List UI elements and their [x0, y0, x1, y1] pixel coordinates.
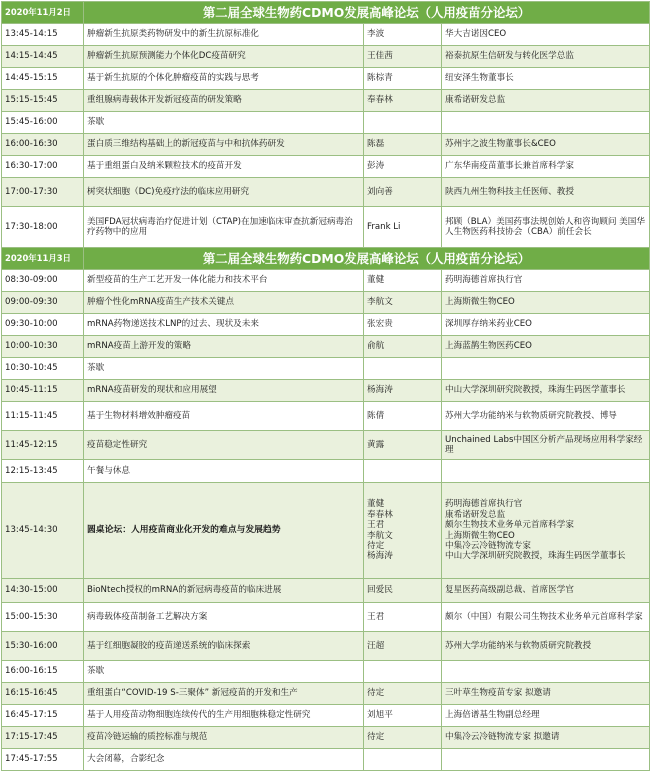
time-cell: 09:00-09:30: [2, 292, 84, 314]
time-cell: 11:15-11:45: [2, 402, 84, 431]
forum-title: 第二届全球生物药CDMO发展高峰论坛（人用疫苗分论坛）: [84, 2, 650, 24]
time-cell: 16:00-16:15: [2, 661, 84, 683]
topic-cell: 基于新生抗原的个体化肿瘤疫苗的实践与思考: [84, 68, 364, 90]
day-header-row: [2, 248, 650, 270]
time-cell: 17:15-17:45: [2, 727, 84, 749]
time-cell: 17:30-18:00: [2, 207, 84, 248]
speaker-cell: 董健: [364, 270, 442, 292]
schedule-row: [2, 380, 650, 402]
time-cell: 14:15-14:45: [2, 46, 84, 68]
topic-cell: 美国FDA冠状病毒治疗促进计划（CTAP)在加速临床审查抗新冠病毒治疗药物中的应用: [84, 207, 364, 248]
speaker-cell: 杨海涛: [364, 380, 442, 402]
time-cell: 15:15-15:45: [2, 90, 84, 112]
time-cell: 15:00-15:30: [2, 603, 84, 632]
schedule-row: [2, 24, 650, 46]
speaker-cell: [364, 358, 442, 380]
time-cell: 13:45-14:15: [2, 24, 84, 46]
affiliation-cell: 苏州大学功能纳米与软物质研究院教授、博导: [442, 402, 650, 431]
topic-cell: 大会闭幕，合影纪念: [84, 749, 364, 771]
affiliation-cell: 上海倍谱基生物副总经理: [442, 705, 650, 727]
topic-cell: 病毒载体疫苗制备工艺解决方案: [84, 603, 364, 632]
topic-cell: 基于红细胞凝胶的疫苗递送系统的临床探索: [84, 632, 364, 661]
speaker-cell: 陈棕青: [364, 68, 442, 90]
affiliation-cell: 中山大学深圳研究院教授，珠海生码医学董事长: [442, 380, 650, 402]
speaker-cell: 刘向善: [364, 178, 442, 207]
topic-cell: 肿瘤新生抗原预测能力个体化DC疫苗研究: [84, 46, 364, 68]
topic-cell: 树突状细胞（DC)免疫疗法的临床应用研究: [84, 178, 364, 207]
affiliation-cell: 邦顾（BLA）美国药事法规创始人和咨询顾问 美国华人生物医药科技协会（CBA）前任会长: [442, 207, 650, 248]
time-cell: 17:00-17:30: [2, 178, 84, 207]
topic-cell: BioNtech授权的mRNA的新冠病毒疫苗的临床进展: [84, 579, 364, 603]
topic-cell: 肿瘤个性化mRNA疫苗生产技术关键点: [84, 292, 364, 314]
affiliation-cell: 苏州大学功能纳米与软物质研究院教授: [442, 632, 650, 661]
topic-cell: mRNA药物递送技术LNP的过去、现状及未来: [84, 314, 364, 336]
schedule-row: [2, 431, 650, 460]
speaker-cell: 刘旭平: [364, 705, 442, 727]
topic-cell: 疫苗冷链运输的质控标准与规范: [84, 727, 364, 749]
topic-cell: 茶歇: [84, 112, 364, 134]
schedule-row: [2, 90, 650, 112]
topic-cell: 疫苗稳定性研究: [84, 431, 364, 460]
time-cell: 11:45-12:15: [2, 431, 84, 460]
panel-affiliation: 中山大学深圳研究院教授，珠海生码医学董事长: [445, 551, 626, 562]
affiliation-cell: [442, 358, 650, 380]
speaker-cell: 李航文: [364, 292, 442, 314]
affiliation-cell: 复星医药高级副总裁、首席医学官: [442, 579, 650, 603]
topic-cell: 重组蛋白“COVID-19 S-三聚体” 新冠疫苗的开发和生产: [84, 683, 364, 705]
date-cell: 2020年11月3日: [2, 248, 84, 270]
time-cell: 15:30-16:00: [2, 632, 84, 661]
time-cell: 17:45-17:55: [2, 749, 84, 771]
time-cell: 09:30-10:00: [2, 314, 84, 336]
schedule-row: [2, 358, 650, 380]
affiliation-cell: 华大吉诺因CEO: [442, 24, 650, 46]
panel-speaker: 杨海涛: [367, 551, 393, 562]
schedule-row: [2, 661, 650, 683]
schedule-row: [2, 579, 650, 603]
schedule-row: [2, 270, 650, 292]
affiliation-cell: [442, 112, 650, 134]
affiliation-cell: [442, 661, 650, 683]
schedule-row: [2, 46, 650, 68]
affiliation-cell: 三叶草生物疫苗专家 拟邀请: [442, 683, 650, 705]
affiliation-cell: 陕西九州生物科技主任医师、教授: [442, 178, 650, 207]
forum-title: 第二届全球生物药CDMO发展高峰论坛（人用疫苗分论坛）: [84, 248, 650, 270]
speaker-cell: 王君: [364, 603, 442, 632]
time-cell: 16:00-16:30: [2, 134, 84, 156]
affiliation-cell: 苏州宇之波生物董事长&CEO: [442, 134, 650, 156]
topic-cell: 基于人用疫苗动物细胞连续传代的生产用细胞株稳定性研究: [84, 705, 364, 727]
schedule-row: [2, 460, 650, 483]
schedule-row: [2, 178, 650, 207]
time-cell: 10:45-11:15: [2, 380, 84, 402]
topic-cell: 肿瘤新生抗原类药物研发中的新生抗原标准化: [84, 24, 364, 46]
schedule-row: [2, 402, 650, 431]
time-cell: 12:15-13:45: [2, 460, 84, 483]
time-cell: 16:15-16:45: [2, 683, 84, 705]
schedule-row: [2, 632, 650, 661]
speaker-cell: 李波: [364, 24, 442, 46]
affiliation-cell: 中集冷云冷链物流专家 拟邀请: [442, 727, 650, 749]
schedule-row: [2, 683, 650, 705]
time-cell: 16:30-17:00: [2, 156, 84, 178]
schedule-row: [2, 603, 650, 632]
schedule-row: [2, 207, 650, 248]
schedule-row: [2, 749, 650, 771]
affiliation-cell: 深圳厚存纳米药业CEO: [442, 314, 650, 336]
schedule-row: [2, 727, 650, 749]
panel-affiliations-cell: [442, 483, 650, 579]
time-cell: 10:30-10:45: [2, 358, 84, 380]
schedule-table: [1, 1, 650, 771]
affiliation-cell: 纽安泽生物董事长: [442, 68, 650, 90]
affiliation-cell: [442, 749, 650, 771]
panel-speakers-cell: [364, 483, 442, 579]
schedule-row: [2, 336, 650, 358]
speaker-cell: Frank Li: [364, 207, 442, 248]
speaker-cell: 陈磊: [364, 134, 442, 156]
panel-topic-cell: 圆桌论坛：人用疫苗商业化开发的难点与发展趋势: [84, 483, 364, 579]
panel-speaker: 王君: [367, 520, 385, 531]
affiliation-cell: 上海斯微生物CEO: [442, 292, 650, 314]
day-header-row: [2, 2, 650, 24]
affiliation-cell: Unchained Labs中国区分析产品现场应用科学家经理: [442, 431, 650, 460]
affiliation-cell: 药明海德首席执行官: [442, 270, 650, 292]
topic-cell: 茶歇: [84, 661, 364, 683]
speaker-cell: [364, 112, 442, 134]
speaker-cell: 汪超: [364, 632, 442, 661]
speaker-cell: 回爱民: [364, 579, 442, 603]
speaker-cell: 彭涛: [364, 156, 442, 178]
schedule-row: [2, 156, 650, 178]
affiliation-cell: 广东华南疫苗董事长兼首席科学家: [442, 156, 650, 178]
affiliation-cell: 裕泰抗原生信研发与转化医学总监: [442, 46, 650, 68]
panel-affiliation: 上海斯微生物CEO: [445, 530, 515, 541]
speaker-cell: 待定: [364, 683, 442, 705]
topic-cell: 重组腺病毒载体开发新冠疫苗的研发策略: [84, 90, 364, 112]
panel-affiliation: 康希诺研发总监: [445, 509, 506, 520]
time-cell: 13:45-14:30: [2, 483, 84, 579]
speaker-cell: 陈倩: [364, 402, 442, 431]
topic-cell: 基于生物材料增效肿瘤疫苗: [84, 402, 364, 431]
speaker-cell: [364, 661, 442, 683]
schedule-row: [2, 68, 650, 90]
affiliation-cell: 上海蓝鹊生物医药CEO: [442, 336, 650, 358]
speaker-cell: [364, 749, 442, 771]
schedule-row: [2, 292, 650, 314]
panel-row: [2, 483, 650, 579]
time-cell: 15:45-16:00: [2, 112, 84, 134]
time-cell: 08:30-09:00: [2, 270, 84, 292]
schedule-row: [2, 705, 650, 727]
topic-cell: mRNA疫苗研发的现状和应用展望: [84, 380, 364, 402]
time-cell: 14:45-15:15: [2, 68, 84, 90]
speaker-cell: 王佳茜: [364, 46, 442, 68]
time-cell: 16:45-17:15: [2, 705, 84, 727]
speaker-cell: [364, 460, 442, 483]
topic-cell: 基于重组蛋白及纳米颗粒技术的疫苗开发: [84, 156, 364, 178]
schedule-row: [2, 112, 650, 134]
affiliation-cell: 颇尔（中国）有限公司生物技术业务单元首席科学家: [442, 603, 650, 632]
schedule-row: [2, 134, 650, 156]
speaker-cell: 待定: [364, 727, 442, 749]
topic-cell: 蛋白质三维结构基础上的新冠疫苗与中和抗体药研发: [84, 134, 364, 156]
speaker-cell: 俞航: [364, 336, 442, 358]
speaker-cell: 黄露: [364, 431, 442, 460]
date-cell: 2020年11月2日: [2, 2, 84, 24]
time-cell: 10:00-10:30: [2, 336, 84, 358]
panel-speaker: 董健: [367, 499, 385, 510]
schedule-row: [2, 314, 650, 336]
topic-cell: 午餐与休息: [84, 460, 364, 483]
affiliation-cell: [442, 460, 650, 483]
topic-cell: 茶歇: [84, 358, 364, 380]
panel-speaker: 李航文: [367, 530, 393, 541]
topic-cell: 新型疫苗的生产工艺开发一体化能力和技术平台: [84, 270, 364, 292]
panel-speaker: 待定: [367, 540, 385, 551]
time-cell: 14:30-15:00: [2, 579, 84, 603]
panel-affiliation: 药明海德首席执行官: [445, 499, 523, 510]
speaker-cell: 奉春林: [364, 90, 442, 112]
affiliation-cell: 康希诺研发总监: [442, 90, 650, 112]
panel-speaker: 奉春林: [367, 509, 393, 520]
topic-cell: mRNA疫苗上游开发的策略: [84, 336, 364, 358]
speaker-cell: 张宏贵: [364, 314, 442, 336]
panel-affiliation: 颇尔生物技术业务单元首席科学家: [445, 520, 574, 531]
panel-affiliation: 中集冷云冷链物流专家: [445, 540, 531, 551]
